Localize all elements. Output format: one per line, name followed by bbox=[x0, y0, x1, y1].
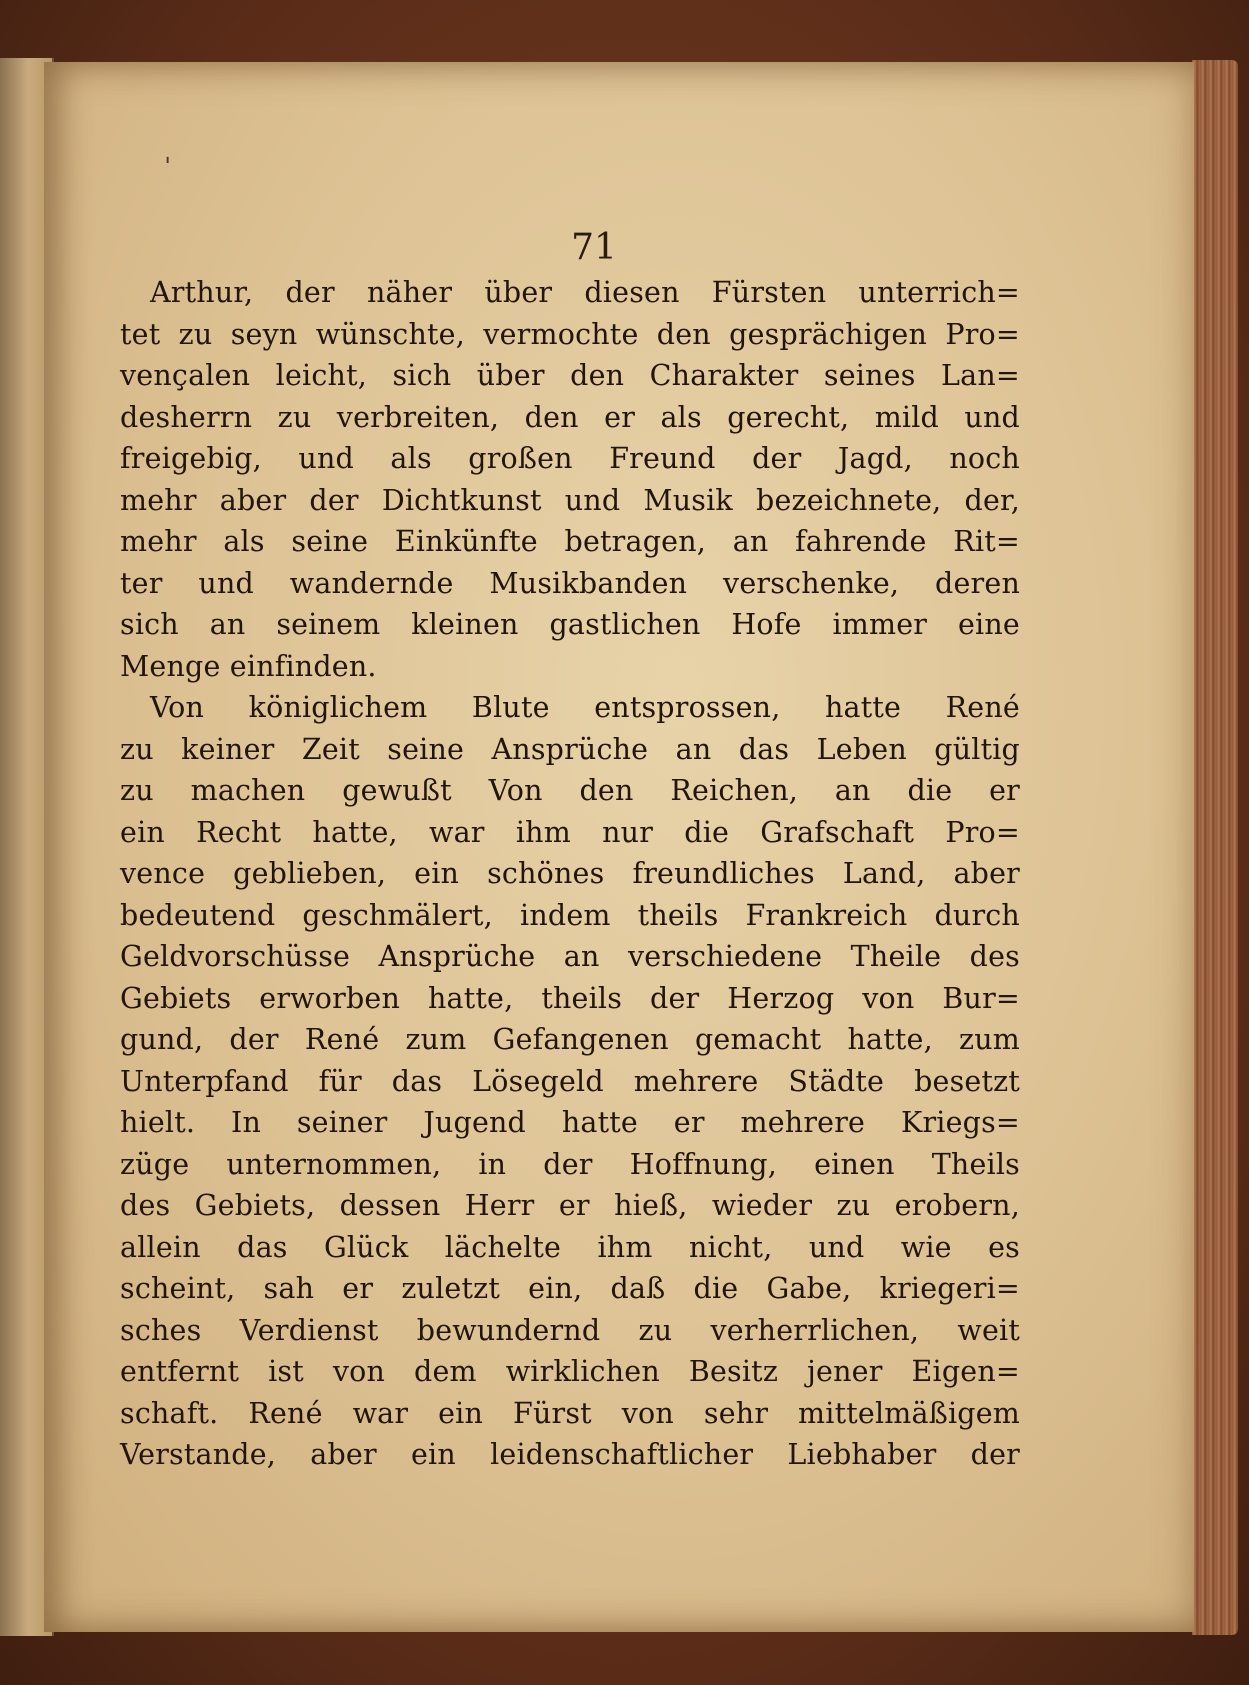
text-line: Geldvorschüsse Ansprüche an verschiedene Theile des bbox=[120, 940, 1020, 973]
text-line: mehr als seine Einkünfte betragen, an fahrende Rit= bbox=[120, 525, 1020, 558]
text-line: Gebiets erworben hatte, theils der Herzog von Bur= bbox=[120, 981, 1020, 1015]
text-line: zu keiner Zeit seine Ansprüche an das Leben gültig bbox=[120, 732, 1020, 766]
body-text bbox=[120, 272, 1020, 1476]
text-line: Verstande, aber ein leidenschaftlicher Liebhaber der bbox=[120, 1438, 1020, 1471]
margin-mark: ˈ bbox=[164, 154, 172, 184]
text-line: mehr aber der Dichtkunst und Musik bezeichnete, der, bbox=[120, 483, 1020, 517]
text-line: hielt. In seiner Jugend hatte er mehrere Kriegs= bbox=[120, 1106, 1020, 1139]
text-line: schaft. René war ein Fürst von sehr mittelmäßigem bbox=[120, 1396, 1020, 1430]
text-line: ein Recht hatte, war ihm nur die Grafschaft Pro= bbox=[120, 815, 1020, 849]
text-line: vençalen leicht, sich über den Charakter seines Lan= bbox=[120, 359, 1020, 392]
book-page bbox=[44, 62, 1194, 1632]
text-line: vence geblieben, ein schönes freundliches Land, aber bbox=[120, 857, 1020, 890]
text-line: desherrn zu verbreiten, den er als gerecht, mild und bbox=[120, 400, 1020, 434]
text-line: Menge einfinden. bbox=[120, 649, 377, 683]
text-line: Arthur, der näher über diesen Fürsten unterrich= bbox=[150, 276, 1020, 309]
text-line: sches Verdienst bewundernd zu verherrlichen, weit bbox=[120, 1313, 1020, 1347]
text-line: scheint, sah er zuletzt ein, daß die Gabe, kriegeri= bbox=[120, 1272, 1020, 1305]
page-edges bbox=[1192, 60, 1238, 1635]
text-line: ter und wandernde Musikbanden verschenke, deren bbox=[120, 566, 1020, 600]
text-line: des Gebiets, dessen Herr er hieß, wieder zu erobern, bbox=[120, 1189, 1020, 1222]
text-line: bedeutend geschmälert, indem theils Frankreich durch bbox=[120, 898, 1020, 932]
text-line: zu machen gewußt Von den Reichen, an die er bbox=[120, 774, 1020, 807]
text-line: freigebig, und als großen Freund der Jagd, noch bbox=[120, 442, 1020, 475]
text-line: tet zu seyn wünschte, vermochte den gesprächigen Pro= bbox=[120, 317, 1020, 351]
text-line: allein das Glück lächelte ihm nicht, und wie es bbox=[120, 1230, 1020, 1264]
text-line: Von königlichem Blute entsprossen, hatte René bbox=[150, 691, 1020, 724]
text-line: gund, der René zum Gefangenen gemacht hatte, zum bbox=[120, 1023, 1020, 1056]
text-line: Unterpfand für das Lösegeld mehrere Städte besetzt bbox=[120, 1064, 1020, 1098]
text-line: sich an seinem kleinen gastlichen Hofe immer eine bbox=[120, 608, 1020, 641]
text-line: entfernt ist von dem wirklichen Besitz jener Eigen= bbox=[120, 1355, 1020, 1388]
page-number: 71 bbox=[571, 227, 617, 268]
text-line: züge unternommen, in der Hoffnung, einen Theils bbox=[120, 1147, 1020, 1181]
